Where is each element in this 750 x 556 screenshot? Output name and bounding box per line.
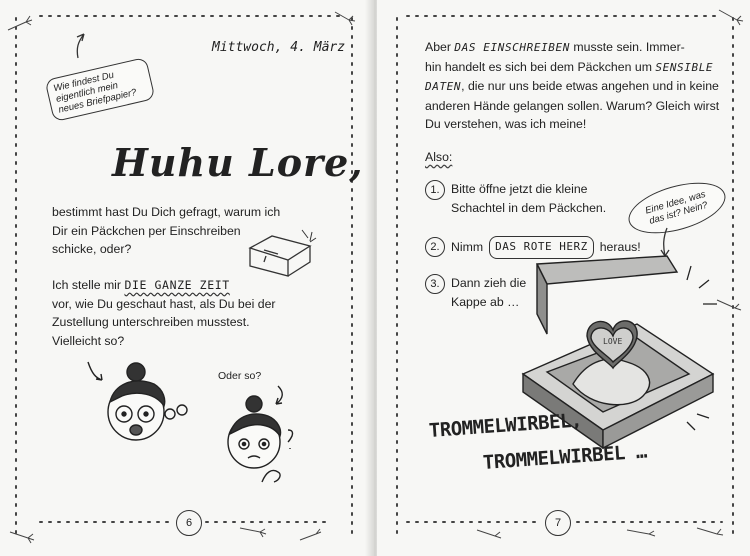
intro-line-2: hin handelt es sich bei dem Päckchen um SENSIBLE: [425, 59, 714, 74]
step-3-line: Dann zieh die: [451, 276, 527, 290]
paragraph-2-line: Vielleicht so?: [52, 333, 125, 348]
emphasis-sensible: SENSIBLE: [655, 60, 714, 74]
paragraph-1-line: schicke, oder?: [52, 242, 132, 256]
step-3-number: 3.: [425, 274, 445, 294]
boxed-red-heart: DAS ROTE HERZ: [489, 236, 594, 259]
also-label: Also:: [425, 150, 453, 164]
step-3-line: Kappe ab …: [451, 294, 520, 309]
emphasis-registered-mail: DAS EINSCHREIBEN: [454, 41, 570, 54]
step-1: [425, 180, 645, 217]
intro-line-5: Du verstehen, was ich meine!: [425, 117, 587, 131]
speech-bubble-stationery: Wie findest Du eigentlich mein neues Briefpapier?: [44, 57, 155, 122]
left-page: [0, 0, 373, 556]
paragraph-2-line: vor, wie Du geschaut hast, als Du bei der: [52, 296, 276, 311]
intro-line-3: DATEN, die nur uns beide etwas angehen und in keine: [425, 79, 719, 93]
paragraph-1-line: Dir ein Päckchen per Einschreiben: [52, 223, 241, 238]
thinking-face-drawing: [216, 382, 306, 492]
intro-paragraph: [425, 38, 725, 134]
emphasis-daten: DATEN: [425, 80, 462, 93]
page-number-left: 6: [176, 510, 202, 536]
speech-bubble-idea: Eine Idee, was das ist? Nein?: [623, 173, 731, 243]
letter-date: Mittwoch, 4. März: [212, 40, 346, 55]
heart-text: LOVE: [603, 337, 623, 346]
paragraph-1-line: bestimmt hast Du Dich gefragt, warum ich: [52, 205, 281, 219]
step-2-suffix: heraus!: [599, 240, 641, 254]
package-drawing: [242, 226, 322, 278]
intro-line-1: Aber DAS EINSCHREIBEN musste sein. Immer-: [425, 40, 685, 54]
right-page: [377, 0, 750, 556]
drumroll-line-1: TROMMELWIRBEL,: [428, 409, 583, 442]
paragraph-2-line: Zustellung unterschreiben musstest.: [52, 315, 250, 329]
step-1-line: Bitte öffne jetzt die kleine: [451, 182, 588, 196]
surprised-face-drawing: [78, 350, 198, 460]
intro-line-4: anderen Hände gelangen sollen. Warum? Gleich wirst: [425, 98, 720, 113]
paragraph-2-line-1: Ich stelle mir DIE GANZE ZEIT: [52, 278, 230, 292]
greeting-heading: Huhu Lore,: [112, 140, 364, 185]
page-number-right: 7: [545, 510, 571, 536]
step-2-number: 2.: [425, 237, 445, 257]
paragraph-2: [52, 276, 332, 350]
drumroll-line-2: TROMMELWIRBEL …: [482, 440, 648, 474]
step-2-prefix: Nimm: [451, 240, 484, 254]
step-1-line: Schachtel in dem Päckchen.: [451, 200, 607, 215]
emphasis-whole-time: DIE GANZE ZEIT: [124, 278, 230, 292]
step-1-number: 1.: [425, 180, 445, 200]
caption-oder-so: Oder so?: [218, 370, 262, 382]
